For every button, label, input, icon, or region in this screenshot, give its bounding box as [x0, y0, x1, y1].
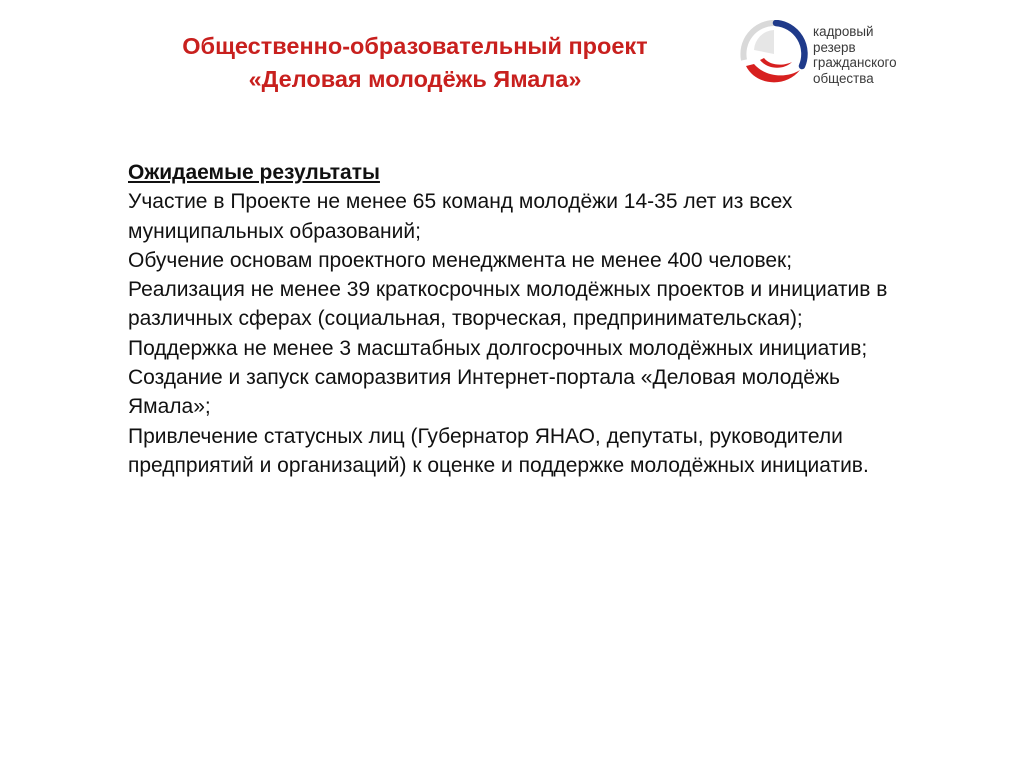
logo-text-line: кадровый — [813, 24, 874, 39]
result-item: Привлечение статусных лиц (Губернатор ЯНАО, депутаты, руководители предприятий и организаций) к оценке и поддержке молодёжных инициатив. — [128, 424, 869, 477]
logo-text-line: гражданского — [813, 55, 897, 70]
result-item: Обучение основам проектного менеджмента не менее 400 человек; — [128, 248, 793, 272]
page-title — [95, 30, 735, 96]
title-line-1: Общественно-образовательный проект — [182, 33, 648, 59]
result-item: Участие в Проекте не менее 65 команд молодёжи 14-35 лет из всех муниципальных образований; — [128, 190, 793, 243]
logo-text-line: общества — [813, 70, 874, 86]
logo — [740, 20, 940, 96]
section-heading: Ожидаемые результаты — [128, 161, 380, 184]
logo-text-line: резерв — [813, 39, 856, 55]
results-section — [128, 158, 928, 480]
result-item: Поддержка не менее 3 масштабных долгосрочных молодёжных инициатив; — [128, 336, 868, 360]
result-item: Создание и запуск саморазвития Интернет-портала «Деловая молодёжь Ямала»; — [128, 366, 840, 419]
title-line-2: «Деловая молодёжь Ямала» — [248, 66, 582, 92]
result-item: Реализация не менее 39 краткосрочных молодёжных проектов и инициатив в различных сферах (социальная, творческая, предпринимательская); — [128, 278, 888, 331]
kadrovy-reserv-logo-icon — [740, 20, 808, 88]
logo-text — [813, 24, 897, 86]
